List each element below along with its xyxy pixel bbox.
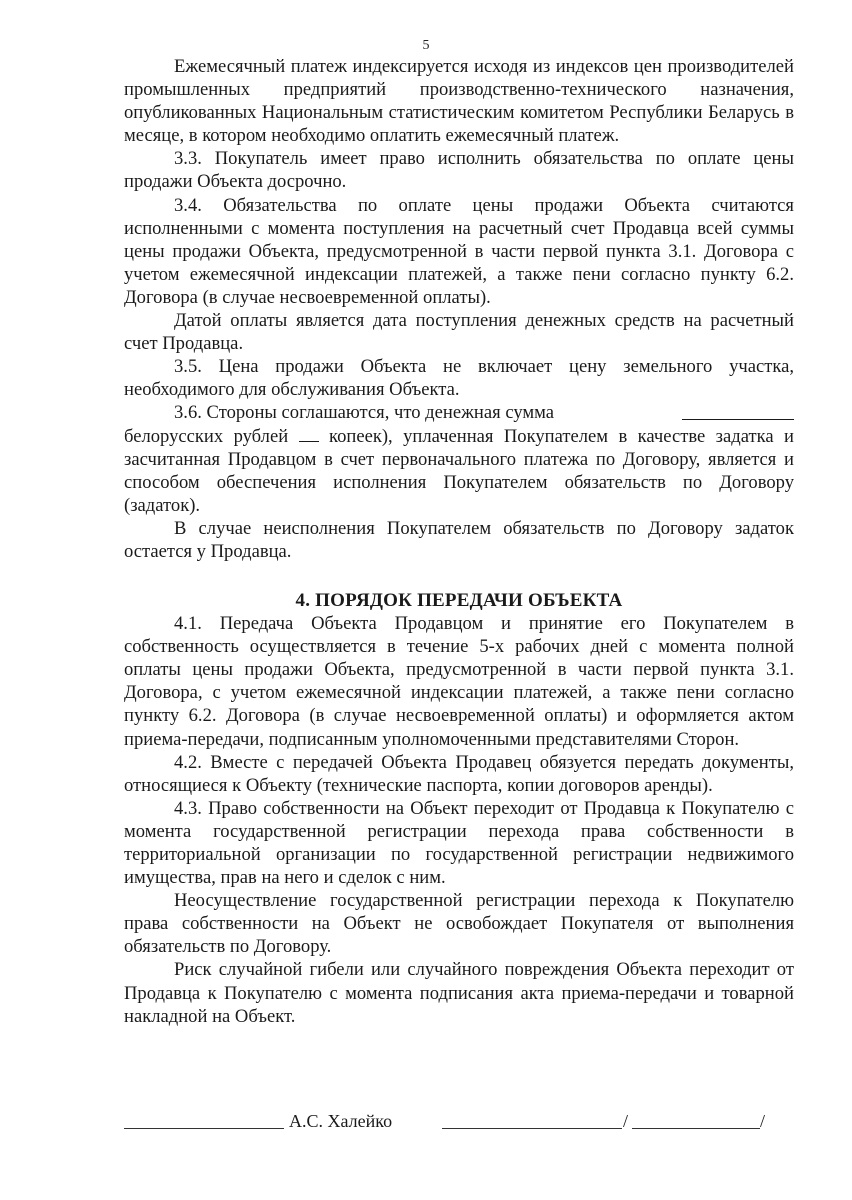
paragraph-registration: Неосуществление государственной регистрации перехода к Покупателю права собственности на Объект не освобождает Покупателя от выполнения обязательств по Договору. bbox=[124, 890, 794, 958]
buyer-signature-line bbox=[442, 1110, 622, 1129]
paragraph-indexation: Ежемесячный платеж индексируется исходя из индексов цен производителей промышленных предприятий производственно-технического назначения, опубликованных Национальным статистическим комитетом Республики Беларусь в месяце, в котором необходимо оплатить ежемесячный платеж. bbox=[124, 56, 794, 147]
paragraph-risk: Риск случайной гибели или случайного повреждения Объекта переходит от Продавца к Покупателю с момента подписания акта приема-передачи и товарной накладной на Объект. bbox=[124, 959, 794, 1027]
signature-separator: / bbox=[623, 1111, 629, 1131]
paragraph-3-3: 3.3. Покупатель имеет право исполнить обязательства по оплате цены продажи Объекта досрочно. bbox=[124, 148, 794, 193]
signature-closing: / bbox=[760, 1111, 766, 1131]
paragraph-3-5: 3.5. Цена продажи Объекта не включает цену земельного участка, необходимого для обслуживания Объекта. bbox=[124, 356, 794, 401]
paragraph-3-4: 3.4. Обязательства по оплате цены продажи Объекта считаются исполненными с момента поступления на расчетный счет Продавца всей суммы цены продажи Объекта, предусмотренной в части первой пункта 3.1. Договора с учетом ежемесячной индексации платежей, а также пени согласно пункту 6.2. Договора (в случае несвоевременной оплаты). bbox=[124, 194, 794, 308]
paragraph-4-3: 4.3. Право собственности на Объект переходит от Продавца к Покупателю с момента государственной регистрации перехода права собственности в территориальной организации по государственной регистрации недвижимого имущества, прав на него и сделок с ним. bbox=[124, 797, 794, 889]
amount-blank bbox=[682, 403, 794, 420]
paragraph-4-1: 4.1. Передача Объекта Продавцом и принятие его Покупателем в собственность осуществляется в течение 5-х рабочих дней с момента полной оплаты цены продажи Объекта, предусмотренной в части первой пункта 3.1. Договора, с учетом ежемесячной индексации платежей, а также пени согласно пункту 6.2. Договора (в случае несвоевременной оплаты) и оформляется актом приема-передачи, подписанным уполномоченными представителями Сторон. bbox=[124, 613, 794, 750]
paragraph-3-6-start: 3.6. Стороны соглашаются, что денежная сумма bbox=[174, 402, 555, 424]
signature-row bbox=[124, 1108, 794, 1134]
paragraph-3-6 bbox=[124, 401, 794, 516]
seller-name: А.С. Халейко bbox=[289, 1111, 393, 1131]
paragraph-3-6-currency: белорусских рублей bbox=[124, 425, 289, 447]
document-body bbox=[124, 55, 794, 1028]
section-4-title: 4. ПОРЯДОК ПЕРЕДАЧИ ОБЪЕКТА bbox=[295, 590, 623, 612]
paragraph-deposit-forfeit: В случае неисполнения Покупателем обязательств по Договору задаток остается у Продавца. bbox=[124, 517, 794, 562]
kopecks-blank bbox=[299, 427, 319, 442]
paragraph-4-2: 4.2. Вместе с передачей Объекта Продавец обязуется передать документы, относящиеся к Объекту (технические паспорта, копии договоров аренды). bbox=[124, 751, 794, 796]
buyer-name-line bbox=[632, 1110, 760, 1129]
page-number: 5 bbox=[422, 38, 430, 53]
paragraph-3-6-end: копеек), уплаченная Покупателем в качестве задатка и засчитанная Продавцом в счет первоначального платежа по Договору, является и способом обеспечения исполнения Покупателем обязательств по Договору (задаток). bbox=[124, 425, 794, 516]
seller-signature-line bbox=[124, 1110, 284, 1129]
paragraph-payment-date: Датой оплаты является дата поступления денежных средств на расчетный счет Продавца. bbox=[124, 310, 794, 355]
